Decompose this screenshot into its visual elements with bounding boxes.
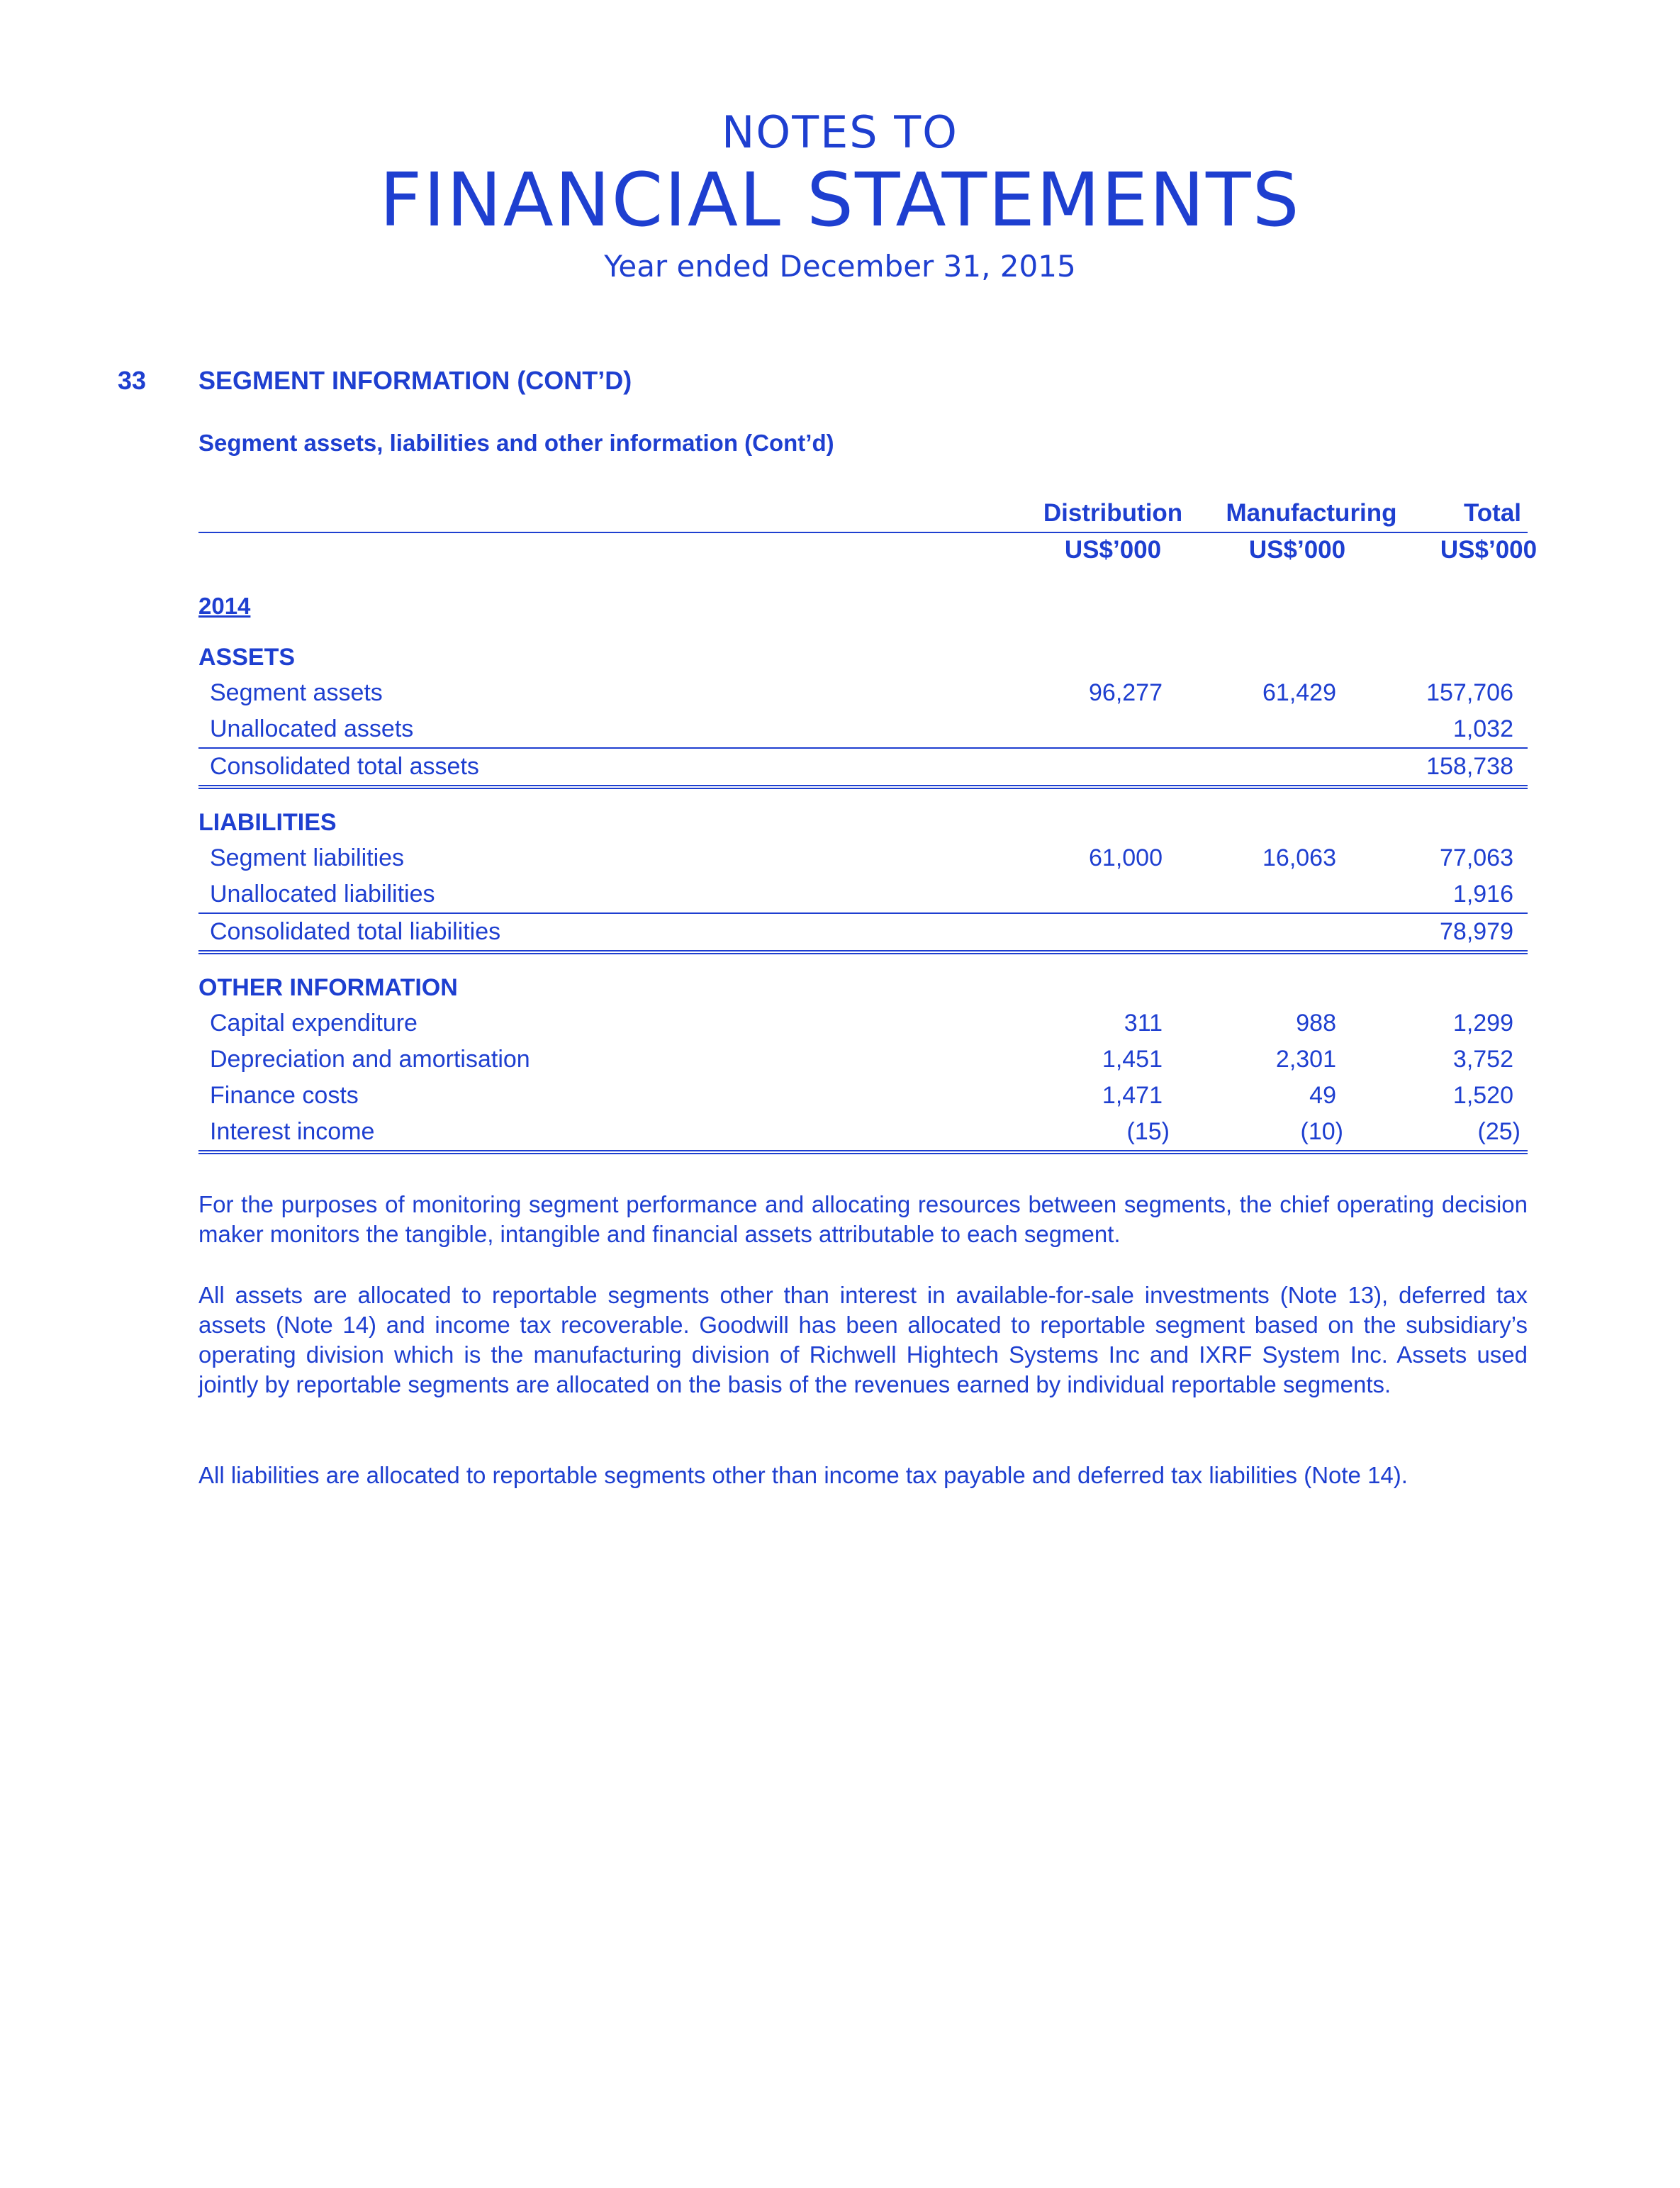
paragraph-assets-allocation: All assets are allocated to reportable segments other than interest in available-for-sale investments (Note 13), deferred tax assets (Note 14) and income tax recoverable. Goodwill has been allocated to reportable segment based on the subsidiary’s operating division which is the manufacturing division of Richwell Hightech Systems Inc and IXRF System Inc. Assets used jointly by reportable segments are allocated on the basis of the revenues earned by individual reportable segments. bbox=[198, 1282, 1528, 1397]
section-subtitle: Segment assets, liabilities and other information (Cont’d) bbox=[198, 430, 834, 456]
group-label-liabilities: LIABILITIES bbox=[198, 809, 337, 836]
table-row bbox=[198, 876, 1528, 912]
cell-total: 158,738 bbox=[1426, 753, 1513, 780]
row-label: Segment assets bbox=[210, 679, 383, 706]
row-label: Segment liabilities bbox=[210, 844, 405, 871]
header-financial-statements: FINANCIAL STATEMENTS bbox=[379, 157, 1301, 243]
cell-total: 1,032 bbox=[1452, 715, 1513, 742]
cell-manufacturing: 16,063 bbox=[1262, 844, 1336, 871]
column-header-manufacturing: Manufacturing bbox=[1226, 499, 1397, 527]
year-label: 2014 bbox=[198, 593, 251, 619]
unit-total: US$’000 bbox=[1440, 536, 1538, 564]
table-row bbox=[198, 1078, 1528, 1114]
segment-table bbox=[198, 496, 1538, 1154]
column-header-total: Total bbox=[1464, 499, 1522, 527]
cell-distribution: 1,471 bbox=[1102, 1082, 1163, 1109]
cell-manufacturing: (10) bbox=[1300, 1118, 1343, 1145]
cell-total: 77,063 bbox=[1440, 844, 1513, 871]
cell-distribution: 1,451 bbox=[1102, 1046, 1163, 1073]
cell-distribution: 96,277 bbox=[1089, 679, 1163, 706]
cell-distribution: (15) bbox=[1126, 1118, 1170, 1145]
cell-total: 1,520 bbox=[1452, 1082, 1513, 1109]
section-number: 33 bbox=[118, 366, 147, 395]
column-header-distribution: Distribution bbox=[1043, 499, 1183, 527]
paragraph-liabilities-allocation: All liabilities are allocated to reportable segments other than income tax payable and deferred tax liabilities (Note 14). bbox=[198, 1462, 1408, 1488]
cell-total: 3,752 bbox=[1452, 1046, 1513, 1073]
unit-row bbox=[198, 533, 1538, 570]
page-header bbox=[0, 106, 1680, 288]
cell-manufacturing: 988 bbox=[1296, 1010, 1336, 1037]
section-title: SEGMENT INFORMATION (CONT’D) bbox=[198, 366, 632, 395]
table-row bbox=[198, 711, 1528, 747]
cell-manufacturing: 49 bbox=[1309, 1082, 1336, 1109]
cell-total: (25) bbox=[1477, 1118, 1521, 1145]
paragraph-monitoring: For the purposes of monitoring segment performance and allocating resources between segments, the chief operating decision maker monitors the tangible, intangible and financial assets attributable to each segment. bbox=[198, 1191, 1528, 1247]
row-label: Interest income bbox=[210, 1118, 375, 1145]
cell-total: 157,706 bbox=[1426, 679, 1513, 706]
cell-manufacturing: 61,429 bbox=[1262, 679, 1336, 706]
row-label: Unallocated liabilities bbox=[210, 881, 435, 908]
row-label: Consolidated total liabilities bbox=[210, 918, 501, 945]
header-year: Year ended December 31, 2015 bbox=[604, 249, 1076, 284]
row-label: Consolidated total assets bbox=[210, 753, 479, 780]
cell-distribution: 311 bbox=[1124, 1010, 1163, 1037]
unit-manufacturing: US$’000 bbox=[1248, 536, 1346, 564]
cell-total: 1,916 bbox=[1452, 881, 1513, 908]
table-row bbox=[198, 1005, 1528, 1042]
cell-distribution: 61,000 bbox=[1089, 844, 1163, 871]
column-header-row bbox=[198, 496, 1528, 533]
table-row bbox=[198, 675, 1528, 711]
table-row-last bbox=[198, 1114, 1528, 1154]
header-notes-to: NOTES TO bbox=[722, 106, 958, 158]
table-row bbox=[198, 840, 1528, 876]
row-label: Unallocated assets bbox=[210, 715, 414, 742]
row-label: Capital expenditure bbox=[210, 1010, 418, 1037]
group-label-other-information: OTHER INFORMATION bbox=[198, 974, 458, 1001]
cell-total: 78,979 bbox=[1440, 918, 1513, 945]
row-label: Depreciation and amortisation bbox=[210, 1046, 530, 1073]
row-label: Finance costs bbox=[210, 1082, 359, 1109]
cell-manufacturing: 2,301 bbox=[1275, 1046, 1336, 1073]
cell-total: 1,299 bbox=[1452, 1010, 1513, 1037]
table-row-total bbox=[198, 747, 1528, 789]
unit-distribution: US$’000 bbox=[1064, 536, 1162, 564]
table-row bbox=[198, 1042, 1528, 1078]
group-label-assets: ASSETS bbox=[198, 644, 296, 671]
table-row-total bbox=[198, 912, 1528, 954]
